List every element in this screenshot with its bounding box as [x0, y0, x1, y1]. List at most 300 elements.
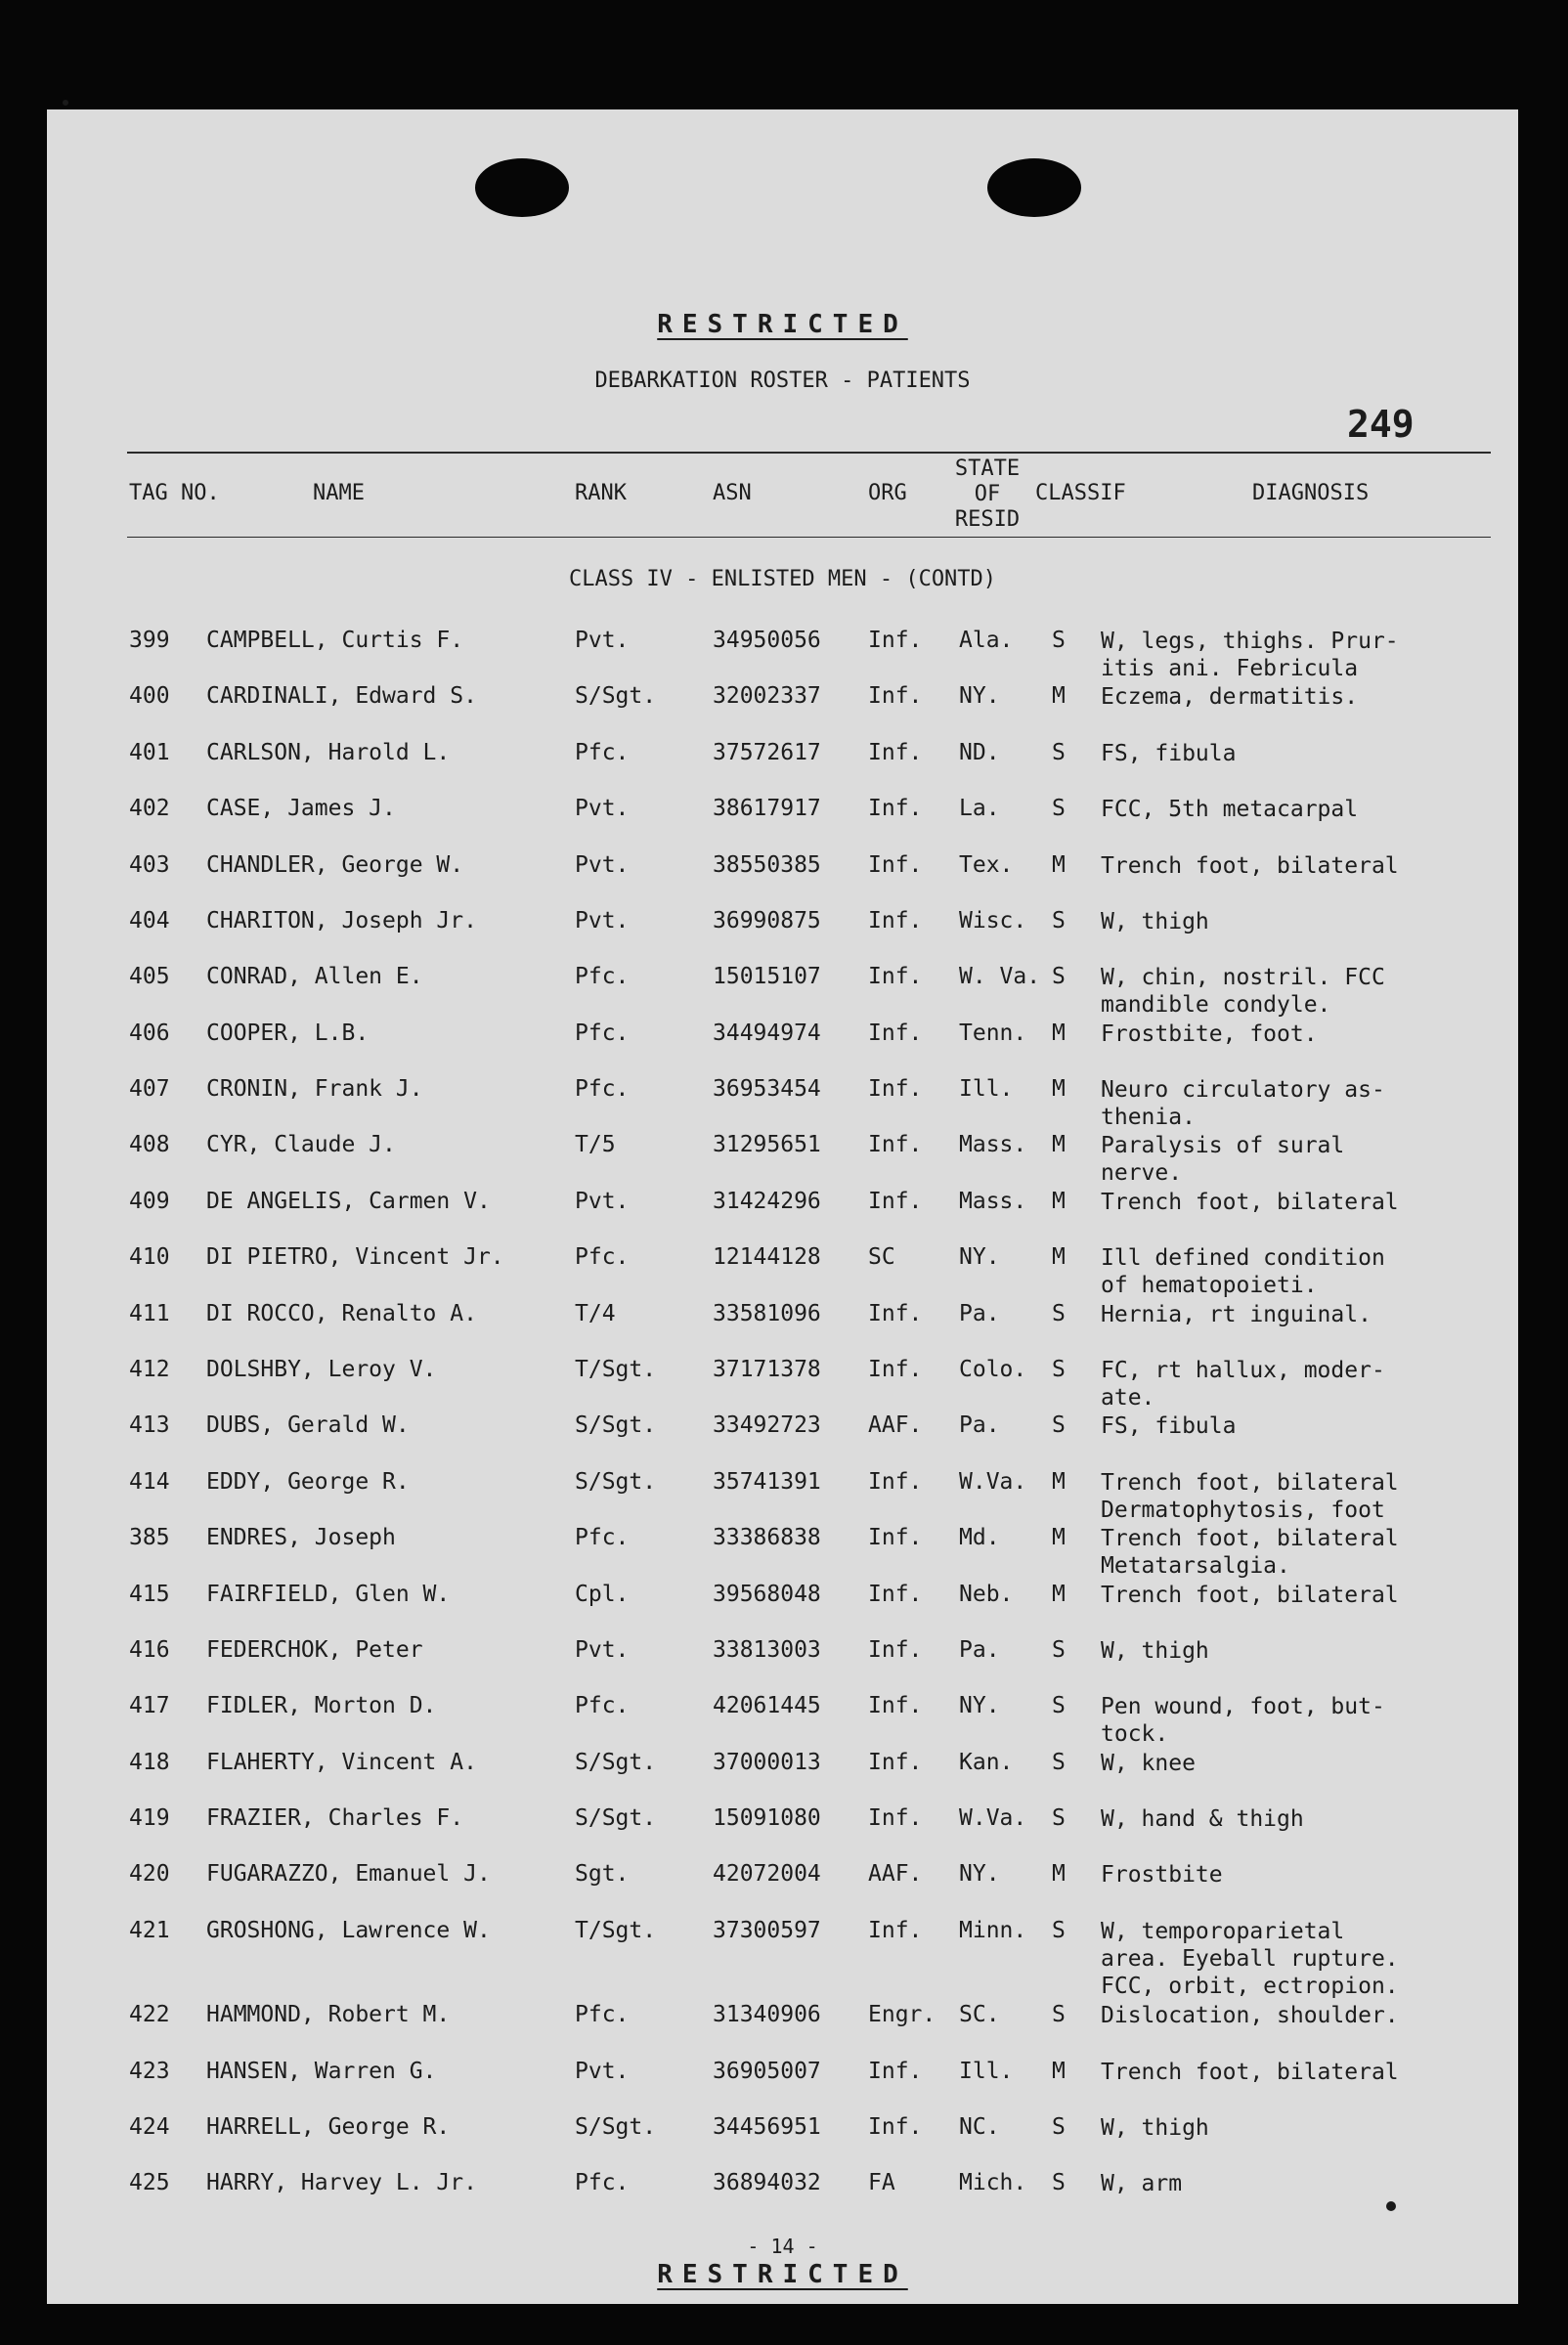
table-row — [47, 1189, 1518, 1243]
cell-name: HARRELL, George R. — [206, 2114, 451, 2140]
cell-diagnosis — [1101, 1861, 1223, 1889]
cell-rank: Pvt. — [575, 2059, 630, 2084]
cell-org: Inf. — [868, 1357, 923, 1382]
cell-name: GROSHONG, Lawrence W. — [206, 1918, 491, 1943]
cell-diagnosis — [1101, 2002, 1399, 2029]
col-state-line3: RESID — [954, 507, 1021, 532]
cell-diagnosis — [1101, 1132, 1344, 1187]
diagnosis-line: W, thigh — [1101, 909, 1209, 934]
cell-name: CRONIN, Frank J. — [206, 1076, 423, 1102]
diagnosis-line: Trench foot, bilateral — [1101, 1190, 1399, 1215]
cell-rank: Pfc. — [575, 964, 630, 989]
cell-diagnosis — [1101, 1582, 1399, 1609]
cell-asn: 37572617 — [713, 740, 821, 765]
cell-tag-no: 385 — [129, 1525, 170, 1550]
cell-asn: 38617917 — [713, 796, 821, 821]
table-row — [47, 1805, 1518, 1860]
cell-classif: S — [1052, 628, 1066, 653]
cell-tag-no: 399 — [129, 628, 170, 653]
cell-diagnosis — [1101, 683, 1358, 711]
cell-tag-no: 413 — [129, 1412, 170, 1438]
cell-rank: Pfc. — [575, 1693, 630, 1718]
table-row — [47, 2114, 1518, 2169]
cell-name: CHARITON, Joseph Jr. — [206, 908, 477, 934]
cell-asn: 33813003 — [713, 1637, 821, 1663]
diagnosis-line: itis ani. Febricula — [1101, 656, 1359, 681]
cell-state: W. Va. — [959, 964, 1041, 989]
table-row — [47, 1637, 1518, 1692]
cell-diagnosis — [1101, 1301, 1372, 1328]
diagnosis-line: Ill defined condition — [1101, 1245, 1385, 1271]
cell-diagnosis — [1101, 1750, 1196, 1777]
diagnosis-line: thenia. — [1101, 1105, 1196, 1130]
cell-name: FAIRFIELD, Glen W. — [206, 1582, 451, 1607]
col-rank: RANK — [575, 481, 627, 505]
cell-diagnosis — [1101, 740, 1236, 767]
diagnosis-line: Trench foot, bilateral — [1101, 2060, 1399, 2085]
diagnosis-line: Dermatophytosis, foot — [1101, 1498, 1385, 1523]
cell-state: NY. — [959, 1861, 1000, 1887]
cell-asn: 34494974 — [713, 1021, 821, 1046]
col-diagnosis: DIAGNOSIS — [1252, 481, 1370, 505]
diagnosis-line: W, knee — [1101, 1751, 1196, 1776]
cell-classif: M — [1052, 1244, 1066, 1270]
cell-diagnosis — [1101, 1918, 1399, 2000]
cell-state: W.Va. — [959, 1469, 1027, 1495]
cell-diagnosis — [1101, 2170, 1182, 2197]
cell-diagnosis — [1101, 1412, 1236, 1440]
cell-rank: Pfc. — [575, 2170, 630, 2195]
cell-name: DE ANGELIS, Carmen V. — [206, 1189, 491, 1214]
cell-state: ND. — [959, 740, 1000, 765]
cell-classif: S — [1052, 1637, 1066, 1663]
cell-tag-no: 423 — [129, 2059, 170, 2084]
cell-classif: S — [1052, 1750, 1066, 1775]
cell-state: Tex. — [959, 852, 1014, 878]
page-number: 249 — [1347, 403, 1415, 446]
cell-asn: 15015107 — [713, 964, 821, 989]
cell-rank: Pvt. — [575, 796, 630, 821]
cell-rank: Pfc. — [575, 1076, 630, 1102]
cell-classif: M — [1052, 1469, 1066, 1495]
cell-name: CAMPBELL, Curtis F. — [206, 628, 464, 653]
cell-name: FIDLER, Morton D. — [206, 1693, 437, 1718]
diagnosis-line: Trench foot, bilateral — [1101, 853, 1399, 879]
cell-diagnosis — [1101, 1805, 1304, 1833]
cell-asn: 15091080 — [713, 1805, 821, 1831]
col-state-line1: STATE — [954, 456, 1021, 481]
cell-diagnosis — [1101, 1693, 1385, 1748]
table-row — [47, 1918, 1518, 1999]
table-row — [47, 2170, 1518, 2225]
cell-name: CARDINALI, Edward S. — [206, 683, 477, 709]
document-subtitle: DEBARKATION ROSTER - PATIENTS — [594, 369, 971, 393]
cell-rank: Sgt. — [575, 1861, 630, 1887]
cell-org: AAF. — [868, 1412, 923, 1438]
cell-rank: S/Sgt. — [575, 1750, 657, 1775]
cell-org: Inf. — [868, 2114, 923, 2140]
cell-name: HAMMOND, Robert M. — [206, 2002, 451, 2027]
cell-classif: S — [1052, 2114, 1066, 2140]
cell-tag-no: 419 — [129, 1805, 170, 1831]
diagnosis-line: W, thigh — [1101, 2115, 1209, 2141]
cell-classif: S — [1052, 2170, 1066, 2195]
cell-name: CASE, James J. — [206, 796, 396, 821]
table-row — [47, 1301, 1518, 1356]
cell-name: FLAHERTY, Vincent A. — [206, 1750, 477, 1775]
cell-tag-no: 417 — [129, 1693, 170, 1718]
diagnosis-line: FS, fibula — [1101, 1413, 1237, 1439]
cell-rank: Pvt. — [575, 628, 630, 653]
cell-state: Pa. — [959, 1412, 1000, 1438]
cell-diagnosis — [1101, 628, 1399, 682]
cell-name: ENDRES, Joseph — [206, 1525, 396, 1550]
table-row — [47, 1469, 1518, 1524]
cell-diagnosis — [1101, 852, 1399, 880]
table-row — [47, 908, 1518, 963]
cell-org: Inf. — [868, 1918, 923, 1943]
cell-name: CARLSON, Harold L. — [206, 740, 451, 765]
cell-tag-no: 414 — [129, 1469, 170, 1495]
cell-state: Colo. — [959, 1357, 1027, 1382]
cell-asn: 37171378 — [713, 1357, 821, 1382]
cell-asn: 42072004 — [713, 1861, 821, 1887]
cell-state: Mich. — [959, 2170, 1027, 2195]
table-row — [47, 1693, 1518, 1748]
cell-asn: 12144128 — [713, 1244, 821, 1270]
cell-classif: M — [1052, 1861, 1066, 1887]
diagnosis-line: FS, fibula — [1101, 741, 1237, 766]
diagnosis-line: W, arm — [1101, 2171, 1183, 2196]
cell-classif: M — [1052, 1132, 1066, 1157]
diagnosis-line: FCC, 5th metacarpal — [1101, 797, 1359, 822]
cell-classif: S — [1052, 1412, 1066, 1438]
cell-state: Wisc. — [959, 908, 1027, 934]
cell-tag-no: 422 — [129, 2002, 170, 2027]
cell-diagnosis — [1101, 796, 1358, 823]
cell-rank: T/4 — [575, 1301, 616, 1326]
diagnosis-line: Paralysis of sural — [1101, 1133, 1345, 1158]
table-row — [47, 683, 1518, 738]
cell-diagnosis — [1101, 1469, 1399, 1524]
table-row — [47, 628, 1518, 682]
cell-asn: 35741391 — [713, 1469, 821, 1495]
cell-tag-no: 400 — [129, 683, 170, 709]
cell-rank: S/Sgt. — [575, 1412, 657, 1438]
cell-rank: T/Sgt. — [575, 1918, 657, 1943]
cell-name: DI PIETRO, Vincent Jr. — [206, 1244, 504, 1270]
cell-name: CYR, Claude J. — [206, 1132, 396, 1157]
table-row — [47, 1525, 1518, 1580]
table-row — [47, 2059, 1518, 2113]
cell-tag-no: 407 — [129, 1076, 170, 1102]
table-row — [47, 740, 1518, 795]
cell-diagnosis — [1101, 1189, 1399, 1216]
cell-asn: 31340906 — [713, 2002, 821, 2027]
cell-tag-no: 402 — [129, 796, 170, 821]
diagnosis-line: Trench foot, bilateral — [1101, 1526, 1399, 1551]
cell-diagnosis — [1101, 1021, 1318, 1048]
cell-state: Ill. — [959, 1076, 1014, 1102]
cell-org: Inf. — [868, 1189, 923, 1214]
cell-rank: S/Sgt. — [575, 1805, 657, 1831]
col-org: ORG — [868, 481, 907, 505]
cell-classif: M — [1052, 1525, 1066, 1550]
cell-rank: Pfc. — [575, 1021, 630, 1046]
cell-classif: S — [1052, 740, 1066, 765]
cell-name: DUBS, Gerald W. — [206, 1412, 410, 1438]
cell-classif: M — [1052, 1582, 1066, 1607]
cell-org: Inf. — [868, 2059, 923, 2084]
cell-org: Inf. — [868, 1582, 923, 1607]
cell-org: Inf. — [868, 1525, 923, 1550]
cell-org: Engr. — [868, 2002, 936, 2027]
cell-classif: M — [1052, 1021, 1066, 1046]
cell-org: Inf. — [868, 628, 923, 653]
table-row — [47, 964, 1518, 1019]
speck — [63, 100, 68, 106]
diagnosis-line: Trench foot, bilateral — [1101, 1583, 1399, 1608]
cell-diagnosis — [1101, 1244, 1385, 1299]
cell-name: HANSEN, Warren G. — [206, 2059, 437, 2084]
col-classif: CLASSIF — [1035, 481, 1126, 505]
cell-asn: 33492723 — [713, 1412, 821, 1438]
diagnosis-line: Frostbite — [1101, 1862, 1223, 1888]
cell-diagnosis — [1101, 1525, 1399, 1580]
table-row — [47, 1132, 1518, 1187]
cell-state: Pa. — [959, 1301, 1000, 1326]
cell-tag-no: 403 — [129, 852, 170, 878]
cell-classif: S — [1052, 1805, 1066, 1831]
cell-rank: Pvt. — [575, 1637, 630, 1663]
cell-tag-no: 406 — [129, 1021, 170, 1046]
diagnosis-line: ate. — [1101, 1385, 1155, 1411]
diagnosis-line: FC, rt hallux, moder- — [1101, 1358, 1385, 1383]
cell-classif: S — [1052, 2002, 1066, 2027]
cell-asn: 38550385 — [713, 852, 821, 878]
punch-hole-left — [475, 158, 569, 217]
cell-rank: Pvt. — [575, 852, 630, 878]
cell-diagnosis — [1101, 2059, 1399, 2086]
header-rule-top — [127, 452, 1491, 454]
cell-state: Md. — [959, 1525, 1000, 1550]
diagnosis-line: Pen wound, foot, but- — [1101, 1694, 1385, 1719]
cell-tag-no: 421 — [129, 1918, 170, 1943]
cell-tag-no: 405 — [129, 964, 170, 989]
cell-classif: S — [1052, 1357, 1066, 1382]
cell-tag-no: 424 — [129, 2114, 170, 2140]
table-row — [47, 1861, 1518, 1916]
diagnosis-line: W, hand & thigh — [1101, 1806, 1304, 1832]
section-title: CLASS IV - ENLISTED MEN - (CONTD) — [568, 567, 997, 591]
cell-tag-no: 408 — [129, 1132, 170, 1157]
diagnosis-line: mandible condyle. — [1101, 992, 1331, 1018]
diagnosis-line: Frostbite, foot. — [1101, 1021, 1318, 1047]
cell-state: La. — [959, 796, 1000, 821]
cell-name: CHANDLER, George W. — [206, 852, 464, 878]
cell-org: Inf. — [868, 1637, 923, 1663]
diagnosis-line: Trench foot, bilateral — [1101, 1470, 1399, 1496]
header-rule-bottom — [127, 537, 1491, 538]
cell-org: Inf. — [868, 1301, 923, 1326]
restricted-footer: RESTRICTED — [657, 2260, 908, 2289]
cell-org: Inf. — [868, 1693, 923, 1718]
cell-state: W.Va. — [959, 1805, 1027, 1831]
cell-name: FUGARAZZO, Emanuel J. — [206, 1861, 491, 1887]
cell-classif: S — [1052, 796, 1066, 821]
diagnosis-line: W, chin, nostril. FCC — [1101, 965, 1385, 990]
diagnosis-line: Hernia, rt inguinal. — [1101, 1302, 1372, 1327]
punch-hole-right — [987, 158, 1081, 217]
diagnosis-line: nerve. — [1101, 1160, 1183, 1186]
cell-org: Inf. — [868, 1805, 923, 1831]
cell-name: FEDERCHOK, Peter — [206, 1637, 423, 1663]
cell-diagnosis — [1101, 1357, 1385, 1411]
cell-rank: Pvt. — [575, 908, 630, 934]
roster-page — [47, 109, 1518, 2304]
cell-org: Inf. — [868, 796, 923, 821]
cell-rank: S/Sgt. — [575, 683, 657, 709]
cell-diagnosis — [1101, 964, 1385, 1019]
diagnosis-line: Metatarsalgia. — [1101, 1553, 1290, 1579]
cell-asn: 31295651 — [713, 1132, 821, 1157]
cell-diagnosis — [1101, 2114, 1209, 2142]
cell-org: Inf. — [868, 964, 923, 989]
diagnosis-line: of hematopoieti. — [1101, 1273, 1318, 1298]
cell-asn: 39568048 — [713, 1582, 821, 1607]
cell-classif: M — [1052, 2059, 1066, 2084]
cell-tag-no: 420 — [129, 1861, 170, 1887]
cell-org: Inf. — [868, 683, 923, 709]
cell-tag-no: 404 — [129, 908, 170, 934]
diagnosis-line: tock. — [1101, 1721, 1169, 1747]
restricted-header: RESTRICTED — [657, 310, 908, 339]
cell-state: Mass. — [959, 1132, 1027, 1157]
cell-asn: 37300597 — [713, 1918, 821, 1943]
cell-rank: S/Sgt. — [575, 1469, 657, 1495]
cell-asn: 33386838 — [713, 1525, 821, 1550]
cell-name: COOPER, L.B. — [206, 1021, 370, 1046]
col-state-line2: OF — [974, 482, 1001, 506]
cell-rank: Pfc. — [575, 740, 630, 765]
cell-state: NY. — [959, 1693, 1000, 1718]
cell-name: EDDY, George R. — [206, 1469, 410, 1495]
diagnosis-line: Dislocation, shoulder. — [1101, 2003, 1399, 2028]
cell-org: Inf. — [868, 1469, 923, 1495]
cell-state: Tenn. — [959, 1021, 1027, 1046]
cell-state: SC. — [959, 2002, 1000, 2027]
footer-page-number: - 14 - — [747, 2235, 818, 2258]
cell-asn: 32002337 — [713, 683, 821, 709]
cell-asn: 42061445 — [713, 1693, 821, 1718]
table-row — [47, 1412, 1518, 1467]
cell-rank: T/Sgt. — [575, 1357, 657, 1382]
cell-org: Inf. — [868, 1132, 923, 1157]
cell-tag-no: 416 — [129, 1637, 170, 1663]
cell-state: Pa. — [959, 1637, 1000, 1663]
cell-asn: 34456951 — [713, 2114, 821, 2140]
cell-diagnosis — [1101, 1076, 1385, 1131]
cell-asn: 36953454 — [713, 1076, 821, 1102]
cell-classif: M — [1052, 1076, 1066, 1102]
cell-classif: M — [1052, 1189, 1066, 1214]
table-row — [47, 1021, 1518, 1075]
cell-org: Inf. — [868, 852, 923, 878]
cell-state: NY. — [959, 683, 1000, 709]
cell-name: CONRAD, Allen E. — [206, 964, 423, 989]
cell-tag-no: 410 — [129, 1244, 170, 1270]
cell-state: Ala. — [959, 628, 1014, 653]
cell-diagnosis — [1101, 1637, 1209, 1665]
cell-classif: S — [1052, 1301, 1066, 1326]
table-row — [47, 1357, 1518, 1411]
cell-classif: M — [1052, 852, 1066, 878]
diagnosis-line: FCC, orbit, ectropion. — [1101, 1974, 1399, 1999]
col-tag-no: TAG NO. — [129, 481, 220, 505]
cell-classif: S — [1052, 1918, 1066, 1943]
cell-name: DOLSHBY, Leroy V. — [206, 1357, 437, 1382]
cell-org: Inf. — [868, 740, 923, 765]
cell-rank: Pfc. — [575, 2002, 630, 2027]
diagnosis-line: W, thigh — [1101, 1638, 1209, 1664]
cell-tag-no: 409 — [129, 1189, 170, 1214]
cell-state: Kan. — [959, 1750, 1014, 1775]
cell-classif: S — [1052, 1693, 1066, 1718]
table-row — [47, 852, 1518, 907]
diagnosis-line: Neuro circulatory as- — [1101, 1077, 1385, 1103]
cell-name: DI ROCCO, Renalto A. — [206, 1301, 477, 1326]
col-state-of-resid — [943, 456, 1031, 533]
cell-name: FRAZIER, Charles F. — [206, 1805, 464, 1831]
cell-rank: Pfc. — [575, 1244, 630, 1270]
cell-classif: S — [1052, 908, 1066, 934]
cell-diagnosis — [1101, 908, 1209, 935]
cell-org: FA — [868, 2170, 895, 2195]
cell-asn: 33581096 — [713, 1301, 821, 1326]
cell-rank: Pvt. — [575, 1189, 630, 1214]
cell-org: Inf. — [868, 1021, 923, 1046]
diagnosis-line: W, legs, thighs. Prur- — [1101, 629, 1399, 654]
cell-tag-no: 415 — [129, 1582, 170, 1607]
col-name: NAME — [313, 481, 365, 505]
cell-asn: 36894032 — [713, 2170, 821, 2195]
cell-org: Inf. — [868, 1076, 923, 1102]
cell-org: Inf. — [868, 1750, 923, 1775]
cell-classif: M — [1052, 683, 1066, 709]
cell-state: NC. — [959, 2114, 1000, 2140]
cell-rank: Cpl. — [575, 1582, 630, 1607]
cell-name: HARRY, Harvey L. Jr. — [206, 2170, 477, 2195]
cell-tag-no: 418 — [129, 1750, 170, 1775]
cell-org: AAF. — [868, 1861, 923, 1887]
cell-tag-no: 401 — [129, 740, 170, 765]
diagnosis-line: Eczema, dermatitis. — [1101, 684, 1359, 710]
cell-tag-no: 425 — [129, 2170, 170, 2195]
cell-tag-no: 411 — [129, 1301, 170, 1326]
cell-state: Minn. — [959, 1918, 1027, 1943]
table-row — [47, 1244, 1518, 1299]
cell-state: NY. — [959, 1244, 1000, 1270]
diagnosis-line: W, temporoparietal — [1101, 1919, 1345, 1944]
cell-state: Neb. — [959, 1582, 1014, 1607]
cell-rank: S/Sgt. — [575, 2114, 657, 2140]
cell-asn: 36990875 — [713, 908, 821, 934]
cell-asn: 31424296 — [713, 1189, 821, 1214]
col-asn: ASN — [713, 481, 752, 505]
table-row — [47, 1582, 1518, 1636]
cell-asn: 37000013 — [713, 1750, 821, 1775]
cell-tag-no: 412 — [129, 1357, 170, 1382]
